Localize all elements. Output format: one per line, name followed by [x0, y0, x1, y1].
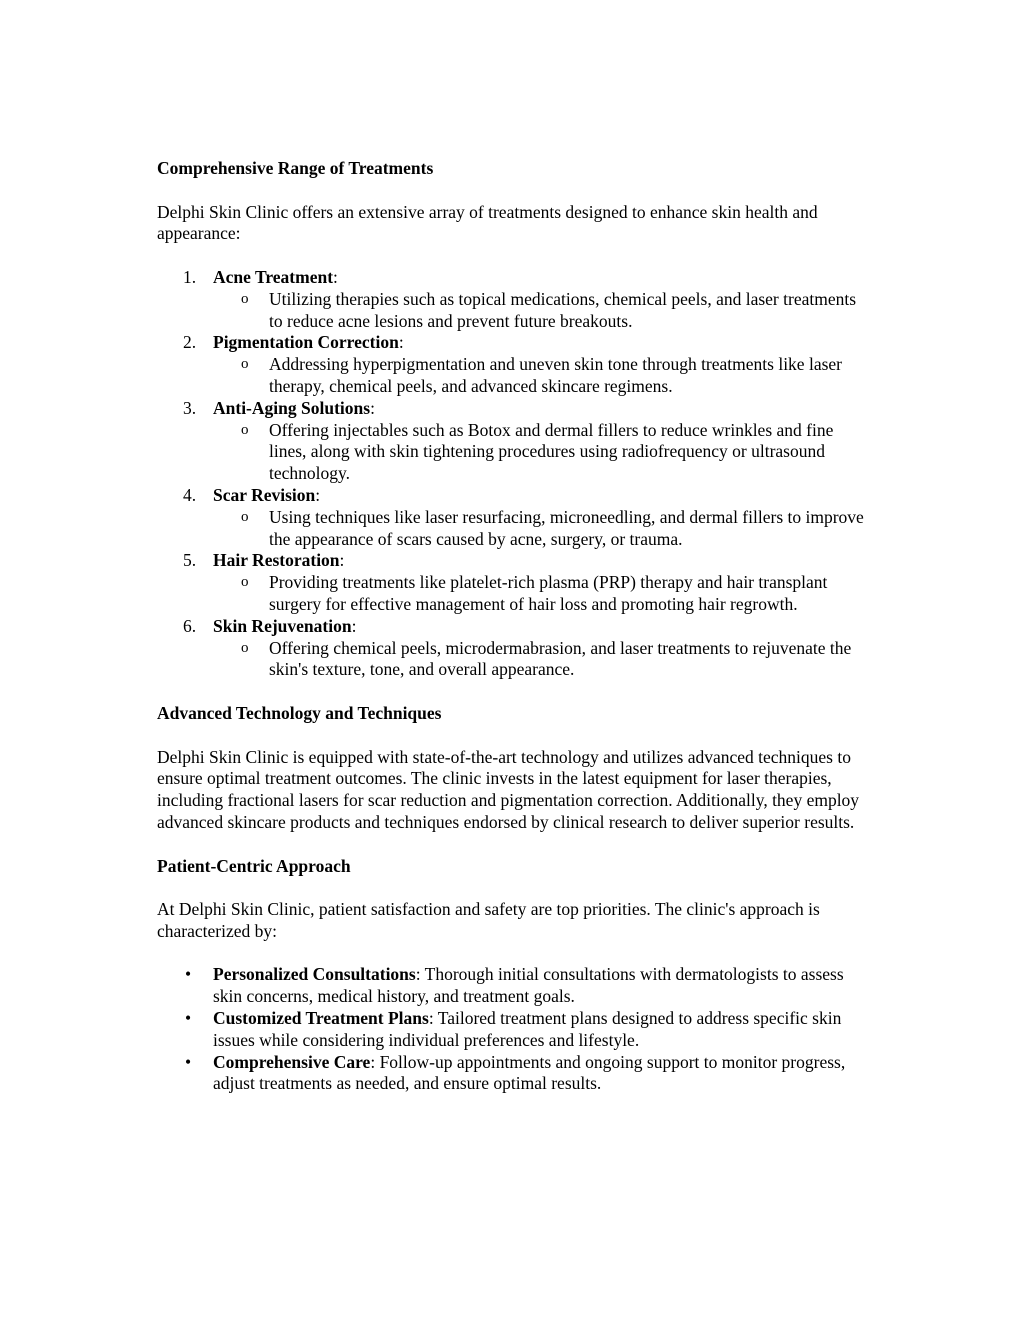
colon: :: [339, 550, 345, 571]
treatment-name: Anti-Aging Solutions: [213, 397, 371, 418]
list-number: 3.: [183, 397, 197, 418]
treatment-item: [157, 332, 867, 397]
approach-term: Customized Treatment Plans: [213, 1008, 429, 1029]
sub-bullet-marker: o: [241, 290, 249, 307]
sub-bullet-marker: o: [241, 356, 249, 373]
treatment-detail-text: Offering injectables such as Botox and dermal fillers to reduce wrinkles and fine lines, along with skin tightening procedures using radiofrequency or ultrasound technology.: [269, 419, 834, 484]
treatment-detail-text: Using techniques like laser resurfacing, microneedling, and dermal fillers to improve the appearance of scars caused by acne, surgery, or trauma.: [269, 506, 864, 549]
approach-detail: : Thorough initial consultations with dermatologists to assess skin concerns, medical history, and treatment goals.: [213, 964, 844, 1007]
list-number: 6.: [183, 615, 197, 636]
approach-detail: : Follow-up appointments and ongoing support to monitor progress, adjust treatments as needed, and ensure optimal results.: [213, 1051, 846, 1094]
bullet-marker: •: [185, 1008, 192, 1029]
approach-item: [157, 1008, 867, 1052]
list-number: 2.: [183, 332, 197, 353]
spacer: [157, 681, 867, 703]
colon: :: [351, 615, 357, 636]
treatment-item: [157, 398, 867, 485]
spacer: [157, 943, 867, 965]
sub-bullet-marker: o: [241, 574, 249, 591]
treatment-name: Skin Rejuvenation: [213, 615, 352, 636]
treatment-detail: [213, 420, 867, 485]
sub-bullet-marker: o: [241, 421, 249, 438]
treatment-detail-text: Providing treatments like platelet-rich plasma (PRP) therapy and hair transplant surgery for effective management of hair loss and promoting hair regrowth.: [269, 572, 828, 614]
treatment-item: [157, 616, 867, 681]
technology-body: Delphi Skin Clinic is equipped with state-of-the-art technology and utilizes advanced techniques to ensure optimal treatment outcomes. The clinic invests in the latest equipment for laser therapies, including fractional lasers for scar reduction and pigmentation correction. Additionally, they employ advanced skincare products and techniques endorsed by clinical research to deliver superior results.: [157, 746, 860, 832]
approach-detail: : Tailored treatment plans designed to address specific skin issues while considering individual preferences and lifestyle.: [213, 1008, 842, 1050]
treatment-name: Scar Revision: [213, 484, 316, 505]
colon: :: [370, 397, 375, 418]
treatment-item: [157, 550, 867, 615]
list-number: 4.: [183, 484, 197, 505]
colon: :: [333, 266, 338, 287]
colon: :: [315, 484, 321, 505]
treatment-name: Acne Treatment: [213, 266, 334, 287]
treatment-name: Hair Restoration: [213, 550, 340, 571]
treatment-name: Pigmentation Correction: [213, 332, 399, 353]
spacer: [157, 877, 867, 899]
treatment-item: [157, 485, 867, 550]
sub-bullet-marker: o: [241, 639, 249, 656]
spacer: [157, 834, 867, 856]
treatment-detail-text: Offering chemical peels, microdermabrasion, and laser treatments to rejuvenate the skin's texture, tone, and overall appearance.: [269, 637, 852, 680]
document-page: [157, 158, 867, 1095]
colon: :: [398, 332, 404, 353]
spacer: [157, 180, 867, 202]
approach-intro: At Delphi Skin Clinic, patient satisfaction and safety are top priorities. The clinic's approach is characterized by:: [157, 899, 820, 941]
treatment-detail-text: Addressing hyperpigmentation and uneven skin tone through treatments like laser therapy, chemical peels, and advanced skincare regimens.: [269, 354, 842, 396]
approach-item: [157, 964, 867, 1008]
spacer: [157, 725, 867, 747]
approach-list: [157, 964, 867, 1095]
treatments-list: [157, 267, 867, 681]
treatment-detail: [213, 354, 867, 398]
bullet-marker: •: [185, 1051, 192, 1072]
section-heading-treatments: Comprehensive Range of Treatments: [157, 158, 434, 178]
treatment-detail-text: Utilizing therapies such as topical medications, chemical peels, and laser treatments to reduce acne lesions and prevent future breakouts.: [269, 288, 857, 331]
approach-item: [157, 1052, 867, 1096]
treatment-detail: [213, 507, 867, 551]
sub-bullet-marker: o: [241, 508, 249, 525]
list-number: 5.: [183, 550, 197, 571]
spacer: [157, 245, 867, 267]
section-heading-approach: Patient-Centric Approach: [157, 855, 351, 876]
treatments-intro: Delphi Skin Clinic offers an extensive array of treatments designed to enhance skin health and appearance:: [157, 201, 818, 244]
treatment-detail: [213, 638, 867, 682]
treatment-detail: [213, 572, 867, 616]
treatment-detail: [213, 289, 867, 333]
approach-term: Personalized Consultations: [213, 964, 416, 985]
section-heading-technology: Advanced Technology and Techniques: [157, 702, 442, 723]
bullet-marker: •: [185, 964, 192, 985]
treatment-item: [157, 267, 867, 332]
list-number: 1.: [183, 266, 197, 287]
approach-term: Comprehensive Care: [213, 1051, 371, 1072]
